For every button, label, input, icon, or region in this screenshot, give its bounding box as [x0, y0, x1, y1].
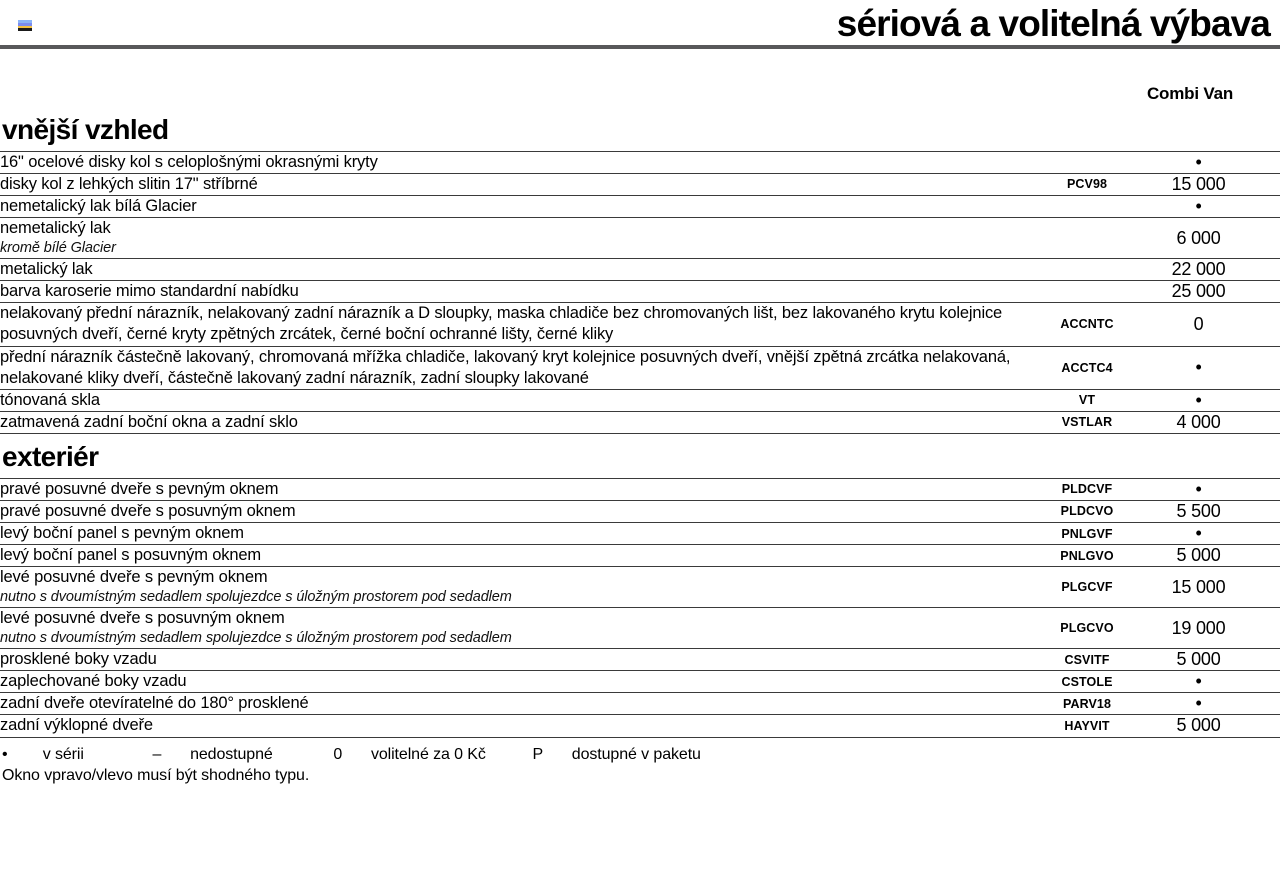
row-price: 6 000 — [1176, 227, 1221, 248]
table-row[interactable] — [0, 218, 1280, 259]
row-code: PARV18 — [1062, 696, 1112, 711]
row-code: VSTLAR — [1061, 415, 1113, 430]
row-price: 5 000 — [1176, 715, 1221, 736]
table-row[interactable] — [0, 671, 1280, 693]
row-code — [1057, 281, 1117, 303]
row-price: • — [1195, 151, 1202, 172]
row-note: kromě bílé Glacier — [0, 240, 116, 257]
row-code: CSTOLE — [1061, 674, 1113, 689]
spec-table-body — [0, 151, 1280, 433]
row-description-text: barva karoserie mimo standardní nabídku — [0, 282, 299, 301]
row-price: 25 000 — [1171, 281, 1226, 302]
legend-bullet-label: v sérii — [42, 745, 84, 763]
row-description-text: nemetalický lak bílá Glacier — [0, 197, 197, 216]
row-description — [0, 196, 1057, 218]
row-price: 5 000 — [1176, 545, 1221, 566]
table-row[interactable] — [0, 649, 1280, 671]
legend — [0, 738, 1280, 765]
legend-dash-label: nedostupné — [190, 745, 273, 763]
legend-zero-label: volitelné za 0 Kč — [370, 745, 486, 763]
row-code: PNLGVF — [1061, 526, 1113, 541]
table-row[interactable] — [0, 173, 1280, 195]
row-code: ACCNTC — [1060, 317, 1114, 332]
row-price: 22 000 — [1171, 259, 1226, 280]
row-description — [0, 649, 1057, 671]
row-price: 0 — [1193, 313, 1204, 334]
table-row[interactable] — [0, 303, 1280, 346]
row-price: • — [1195, 523, 1202, 544]
row-description-text: nemetalický lak — [0, 219, 111, 238]
row-description — [0, 522, 1057, 544]
row-description — [0, 281, 1057, 303]
row-price: 5 500 — [1176, 500, 1221, 521]
row-price: • — [1195, 478, 1202, 499]
row-description-text: zadní výklopné dveře — [0, 716, 153, 735]
row-description — [0, 151, 1057, 173]
variant-header-row — [0, 49, 1280, 107]
row-description — [0, 346, 1057, 389]
row-description — [0, 545, 1057, 567]
table-row[interactable] — [0, 715, 1280, 737]
row-description — [0, 671, 1057, 693]
row-code: ACCTC4 — [1061, 360, 1113, 375]
row-description — [0, 500, 1057, 522]
section-title-vnejsi-vzhled: vnější vzhled — [2, 114, 169, 145]
row-price: 15 000 — [1171, 576, 1226, 597]
brand-logo-placeholder-icon — [18, 17, 32, 33]
row-code: VT — [1078, 393, 1096, 408]
row-note: nutno s dvoumístným sedadlem spolujezdce s úložným prostorem pod sedadlem — [0, 630, 512, 647]
row-price: • — [1195, 671, 1202, 692]
table-row[interactable] — [0, 500, 1280, 522]
row-description-text: levé posuvné dveře s pevným oknem — [0, 568, 268, 587]
row-description — [0, 218, 1057, 259]
row-code: PLGCVO — [1060, 621, 1114, 636]
spec-table-exterier — [0, 478, 1280, 738]
legend-zero-symbol: 0 — [333, 745, 343, 763]
row-description-text: levý boční panel s posuvným oknem — [0, 546, 262, 565]
row-description — [0, 608, 1057, 649]
row-code: PNLGVO — [1060, 548, 1114, 563]
variant-column-label: Combi Van — [1146, 84, 1234, 103]
row-code — [1057, 259, 1117, 281]
table-row[interactable] — [0, 567, 1280, 608]
row-price: • — [1195, 693, 1202, 714]
section-title-exterier: exteriér — [2, 440, 99, 472]
row-description — [0, 389, 1057, 411]
row-note: nutno s dvoumístným sedadlem spolujezdce s úložným prostorem pod sedadlem — [0, 589, 512, 606]
spec-table-body — [0, 478, 1280, 737]
row-description-text: metalický lak — [0, 260, 93, 279]
row-description-text: 16" ocelové disky kol s celoplošnými okrasnými kryty — [0, 152, 378, 171]
table-row[interactable] — [0, 346, 1280, 389]
row-description-text: levý boční panel s pevným oknem — [0, 523, 244, 542]
row-description — [0, 259, 1057, 281]
table-row[interactable] — [0, 545, 1280, 567]
page-title: sériová a volitelná výbava — [836, 3, 1270, 44]
row-price: 5 000 — [1176, 649, 1221, 670]
table-row[interactable] — [0, 196, 1280, 218]
row-code: PLDCVF — [1061, 482, 1113, 497]
row-price: 19 000 — [1171, 617, 1226, 638]
legend-bullet-symbol: • — [2, 745, 8, 763]
table-row[interactable] — [0, 151, 1280, 173]
row-description — [0, 567, 1057, 608]
row-description-text: tónovaná skla — [0, 390, 100, 409]
row-price: • — [1195, 196, 1202, 217]
document-header — [0, 0, 1280, 45]
table-row[interactable] — [0, 478, 1280, 500]
row-description-text: levé posuvné dveře s posuvným oknem — [0, 609, 285, 628]
row-description-text: zaplechované boky vzadu — [0, 672, 187, 691]
row-code — [1057, 196, 1117, 218]
row-description-text: přední nárazník částečně lakovaný, chromovaná mřížka chladiče, lakovaný kryt kolejnice posuvných dveří, vnější zpětná zrcátka nelakovaná, nelakované kliky dveří, částečně lakovaný zadní nárazník, zadní sloupky lakované — [0, 347, 1011, 387]
row-code: HAYVIT — [1064, 718, 1110, 733]
row-code: CSVITF — [1064, 652, 1110, 667]
row-price: • — [1195, 357, 1202, 378]
table-row[interactable] — [0, 281, 1280, 303]
row-description-text: prosklené boky vzadu — [0, 650, 157, 669]
row-price: 15 000 — [1171, 173, 1226, 194]
row-description — [0, 478, 1057, 500]
row-price: • — [1195, 389, 1202, 410]
row-description-text: zadní dveře otevíratelné do 180° prosklené — [0, 694, 309, 713]
row-price: 4 000 — [1176, 411, 1221, 432]
legend-dash-symbol: – — [152, 745, 162, 763]
row-description — [0, 173, 1057, 195]
row-description — [0, 411, 1057, 433]
row-description-text: nelakovaný přední nárazník, nelakovaný zadní nárazník a D sloupky, maska chladiče bez chromovaných lišt, bez lakovaného krytu kolejnice posuvných dveří, černé kryty zpětných zrcátek, černé boční ochranné lišty, černé kliky — [0, 304, 1003, 344]
table-row[interactable] — [0, 693, 1280, 715]
row-code: PLDCVO — [1060, 504, 1114, 519]
row-code — [1057, 218, 1117, 259]
row-description-text: pravé posuvné dveře s posuvným oknem — [0, 501, 296, 520]
footnote: Okno vpravo/vlevo musí být shodného typu. — [2, 766, 310, 784]
table-row[interactable] — [0, 608, 1280, 649]
spec-table-vnejsi-vzhled — [0, 151, 1280, 434]
row-description-text: zatmavená zadní boční okna a zadní sklo — [0, 412, 298, 431]
row-description — [0, 693, 1057, 715]
row-code: PCV98 — [1066, 177, 1108, 192]
legend-paket-label: dostupné v paketu — [571, 745, 701, 763]
row-description — [0, 715, 1057, 737]
row-code: PLGCVF — [1061, 580, 1113, 595]
row-description-text: pravé posuvné dveře s pevným oknem — [0, 479, 279, 498]
table-row[interactable] — [0, 522, 1280, 544]
legend-paket-symbol: P — [532, 745, 544, 763]
row-code — [1057, 151, 1117, 173]
table-row[interactable] — [0, 411, 1280, 433]
table-row[interactable] — [0, 389, 1280, 411]
row-description-text: disky kol z lehkých slitin 17" stříbrné — [0, 174, 258, 193]
row-description — [0, 303, 1057, 346]
table-row[interactable] — [0, 259, 1280, 281]
